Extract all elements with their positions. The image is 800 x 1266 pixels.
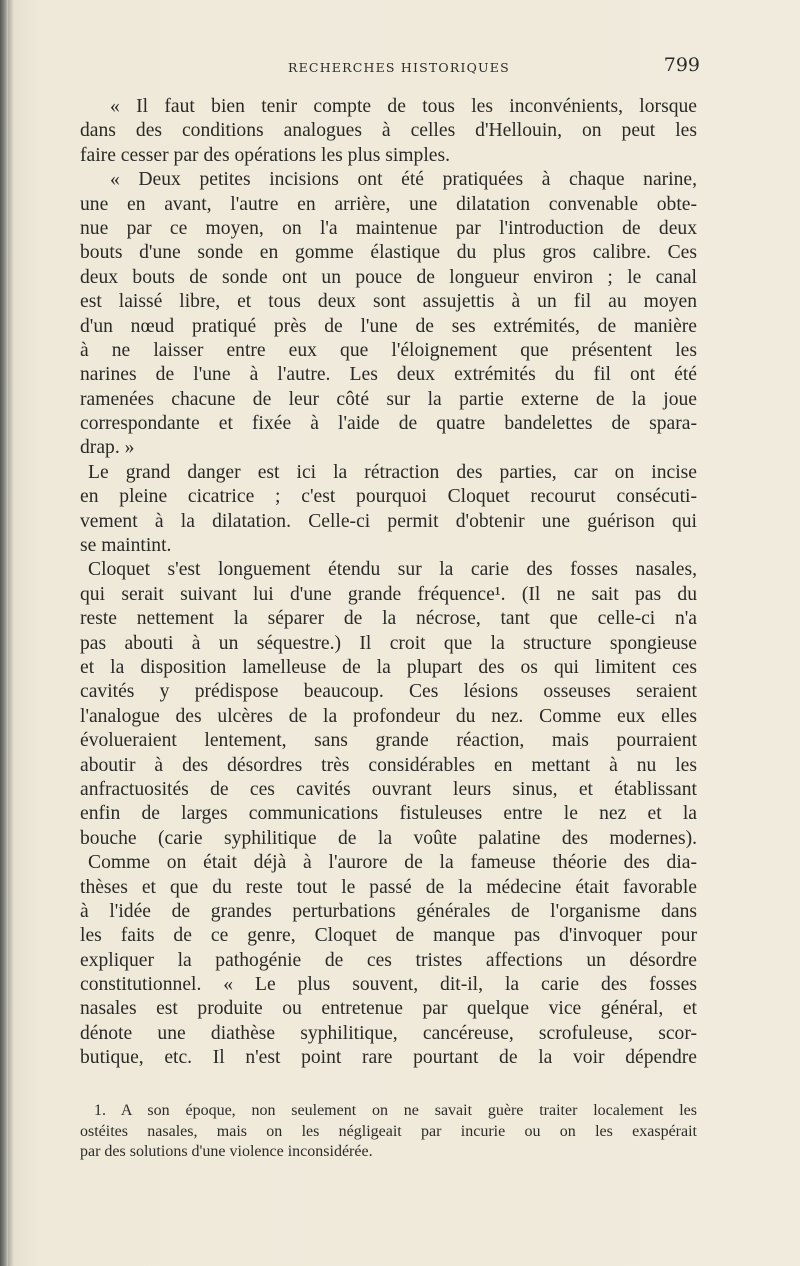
- text-line: deux bouts de sonde ont un pouce de longueur environ ; le canal: [80, 266, 697, 288]
- text-line: enfin de larges communications fistuleuses entre le nez et la: [80, 803, 697, 825]
- text-line: Le grand danger est ici la rétraction des parties, car on incise: [88, 461, 697, 483]
- text-line: « Il faut bien tenir compte de tous les inconvénients, lorsque: [110, 96, 697, 117]
- text-line: cavités y prédispose beaucoup. Ces lésions osseuses seraient: [80, 681, 697, 703]
- text-line: évolueraient lentement, sans grande réaction, mais pourraient: [80, 730, 697, 752]
- text-line: dénote une diathèse syphilitique, cancéreuse, scrofuleuse, scor-: [80, 1022, 697, 1044]
- text-line: correspondante et fixée à l'aide de quatre bandelettes de spara-: [80, 413, 697, 435]
- text-line: dans des conditions analogues à celles d'Hellouin, on peut les: [80, 120, 697, 142]
- text-line: « Deux petites incisions ont été pratiquées à chaque narine,: [110, 169, 697, 191]
- page-number: 799: [663, 54, 700, 76]
- text-line: les faits de ce genre, Cloquet de manque pas d'invoquer pour: [80, 925, 697, 947]
- text-line: et la disposition lamelleuse de la plupart des os qui limitent ces: [80, 656, 697, 678]
- text-line: pas abouti à un séquestre.) Il croit que la structure spongieuse: [80, 632, 697, 654]
- text-line: thèses et que du reste tout le passé de la médecine était favorable: [80, 876, 697, 898]
- text-line: bouts d'une sonde en gomme élastique du plus gros calibre. Ces: [80, 242, 697, 264]
- text-line: qui serait suivant lui d'une grande fréquence¹. (Il ne sait pas du: [80, 583, 697, 605]
- text-line: aboutir à des désordres très considérables en mettant à nu les: [80, 754, 697, 776]
- text-line: une en avant, l'autre en arrière, une dilatation convenable obte-: [80, 193, 697, 215]
- text-line: expliquer la pathogénie de ces tristes affections un désordre: [80, 949, 697, 971]
- footnote: [80, 1101, 697, 1163]
- text-line: narines de l'une à l'autre. Les deux extrémités du fil ont été: [80, 364, 697, 386]
- text-line: d'un nœud pratiqué près de l'une de ses extrémités, de manière: [80, 315, 697, 337]
- body-text: [80, 95, 697, 1071]
- page-header: [80, 52, 700, 82]
- running-title: RECHERCHES HISTORIQUES: [288, 60, 510, 75]
- text-line: est laissé libre, et tous deux sont assujettis à un fil au moyen: [80, 291, 697, 313]
- text-line: se maintint.: [80, 535, 172, 557]
- text-line: Cloquet s'est longuement étendu sur la carie des fosses nasales,: [88, 559, 697, 581]
- text-line: en pleine cicatrice ; c'est pourquoi Cloquet recourut consécuti-: [80, 486, 697, 508]
- footnote-line: par des solutions d'une violence inconsidérée.: [80, 1143, 373, 1160]
- text-line: nasales est produite ou entretenue par quelque vice général, et: [80, 998, 697, 1020]
- text-line: anfractuosités de ces cavités ouvrant leurs sinus, et établissant: [80, 778, 697, 800]
- text-line: à l'idée de grandes perturbations générales de l'organisme dans: [80, 900, 697, 922]
- text-line: ramenées chacune de leur côté sur la partie externe de la joue: [80, 388, 697, 410]
- page-gutter-shadow: [0, 0, 8, 1266]
- footnote-line: ostéites nasales, mais on les négligeait par incurie ou on les exaspérait: [80, 1122, 697, 1140]
- text-line: constitutionnel. « Le plus souvent, dit-il, la carie des fosses: [80, 974, 697, 996]
- text-line: à ne laisser entre eux que l'éloignement que présentent les: [80, 339, 697, 361]
- text-line: l'analogue des ulcères de la profondeur du nez. Comme eux elles: [80, 705, 697, 727]
- text-line: nue par ce moyen, on l'a maintenue par l'introduction de deux: [80, 217, 697, 239]
- text-line: bouche (carie syphilitique de la voûte palatine des modernes).: [80, 827, 697, 849]
- text-line: reste nettement la séparer de la nécrose, tant que celle-ci n'a: [80, 608, 697, 630]
- text-line: butique, etc. Il n'est point rare pourtant de la voir dépendre: [80, 1047, 697, 1069]
- text-line: vement à la dilatation. Celle-ci permit d'obtenir une guérison qui: [80, 510, 697, 532]
- text-line: drap. »: [80, 437, 135, 459]
- text-line: faire cesser par des opérations les plus simples.: [80, 144, 450, 166]
- text-line: Comme on était déjà à l'aurore de la fameuse théorie des dia-: [88, 852, 697, 874]
- footnote-line: 1. A son époque, non seulement on ne savait guère traiter localement les: [94, 1102, 697, 1119]
